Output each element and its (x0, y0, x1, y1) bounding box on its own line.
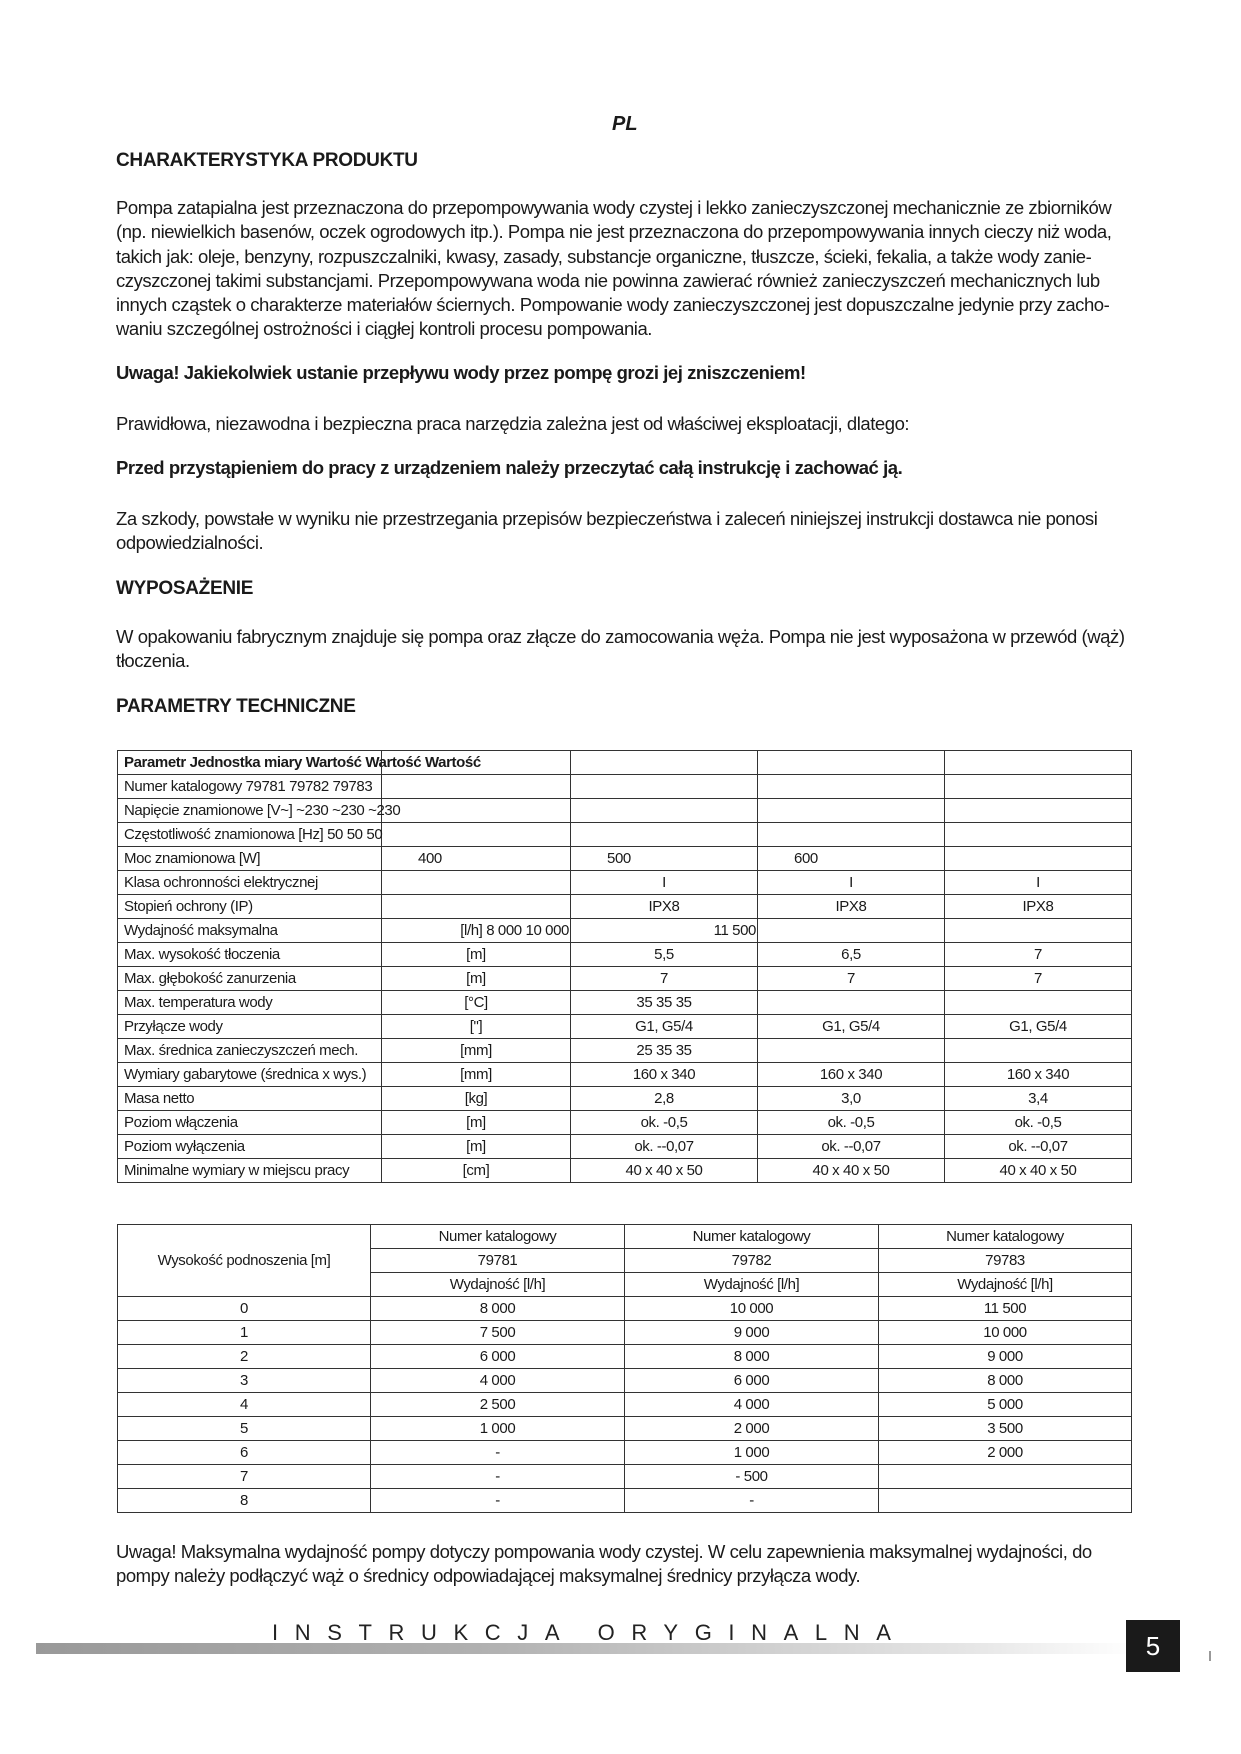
parameter-value: IPX8 (758, 895, 945, 919)
flow-label: Wydajność [l/h] (625, 1273, 879, 1297)
flow-value: 4 000 (625, 1393, 879, 1417)
table-row (118, 1369, 1132, 1393)
parameter-name: Poziom wyłączenia (118, 1135, 382, 1159)
lift-height: 6 (118, 1441, 371, 1465)
flow-value: 6 000 (371, 1345, 625, 1369)
lift-height: 7 (118, 1465, 371, 1489)
flow-value: 5 000 (879, 1393, 1132, 1417)
technical-parameters-table (117, 750, 1132, 1183)
parameter-value: I (758, 871, 945, 895)
flow-rate-table (117, 1224, 1132, 1513)
parameter-unit (382, 871, 571, 895)
parameter-unit: [mm] (382, 1039, 571, 1063)
table-row (118, 1297, 1132, 1321)
parameter-unit: [m] (382, 943, 571, 967)
parameter-value (945, 919, 1132, 943)
lift-height: 2 (118, 1345, 371, 1369)
lift-height: 1 (118, 1321, 371, 1345)
parameter-name: Stopień ochrony (IP) (118, 895, 382, 919)
parameter-value (945, 775, 1132, 799)
parameter-value: 500 (571, 847, 758, 871)
parameter-unit: [l/h] 8 000 10 000 (382, 919, 571, 943)
table-row (118, 1135, 1132, 1159)
table-row (118, 871, 1132, 895)
footer-text: INSTRUKCJA ORYGINALNA (272, 1620, 908, 1645)
parameter-unit: [mm] (382, 1063, 571, 1087)
catalog-label: Numer katalogowy (371, 1225, 625, 1249)
parameter-value (758, 775, 945, 799)
table-row (118, 751, 1132, 775)
page-number: 5 (1126, 1620, 1180, 1672)
parameter-value: 40 x 40 x 50 (571, 1159, 758, 1183)
parameter-value: 3,0 (758, 1087, 945, 1111)
parameter-value: 7 (571, 967, 758, 991)
parameter-unit: [°C] (382, 991, 571, 1015)
table-row (118, 919, 1132, 943)
parameter-value: ok. --0,07 (758, 1135, 945, 1159)
table-row (118, 1489, 1132, 1513)
table-row (118, 1039, 1132, 1063)
parameter-unit (382, 895, 571, 919)
flow-value (879, 1489, 1132, 1513)
flow-value (879, 1465, 1132, 1489)
parameter-value (571, 823, 758, 847)
parameter-value (758, 1039, 945, 1063)
flow-value: - (371, 1489, 625, 1513)
parameter-name: Max. średnica zanieczyszczeń mech. (118, 1039, 382, 1063)
parameter-value: ok. -0,5 (571, 1111, 758, 1135)
catalog-label: Numer katalogowy (625, 1225, 879, 1249)
parameter-name: Klasa ochronności elektrycznej (118, 871, 382, 895)
parameter-value (758, 991, 945, 1015)
flow-value: 2 000 (879, 1441, 1132, 1465)
parameter-value: I (945, 871, 1132, 895)
parameter-value (758, 919, 945, 943)
flow-value: 7 500 (371, 1321, 625, 1345)
parameter-value (945, 823, 1132, 847)
parameter-value (758, 751, 945, 775)
parameter-unit: [m] (382, 967, 571, 991)
parameter-value: ok. -0,5 (945, 1111, 1132, 1135)
table-row (118, 943, 1132, 967)
operation-paragraph: Prawidłowa, niezawodna i bezpieczna praca narzędzia zależna jest od właściwej eksploatacji, dlatego: (116, 413, 910, 434)
parameter-name: Parametr Jednostka miary Wartość Wartość Wartość (118, 751, 382, 775)
parameter-name: Przyłącze wody (118, 1015, 382, 1039)
parameter-value: 5,5 (571, 943, 758, 967)
lift-height: 8 (118, 1489, 371, 1513)
table-row (118, 1417, 1132, 1441)
liability-paragraph: Za szkody, powstałe w wyniku nie przestrzegania przepisów bezpieczeństwa i zaleceń niniejszej instrukcji dostawca nie ponosi odpowiedzialności. (116, 508, 1098, 554)
parameter-name: Poziom włączenia (118, 1111, 382, 1135)
parameter-value: 11 500 (571, 919, 758, 943)
parameter-value: ok. -0,5 (758, 1111, 945, 1135)
lift-height: 3 (118, 1369, 371, 1393)
parameter-value: 3,4 (945, 1087, 1132, 1111)
lift-height: 5 (118, 1417, 371, 1441)
parameter-value: 7 (945, 967, 1132, 991)
parameter-name: Numer katalogowy 79781 79782 79783 (118, 775, 382, 799)
parameter-value: I (571, 871, 758, 895)
parameter-unit: [m] (382, 1135, 571, 1159)
parameter-name: Masa netto (118, 1087, 382, 1111)
flow-label: Wydajność [l/h] (879, 1273, 1132, 1297)
lift-height: 0 (118, 1297, 371, 1321)
flow-value: 8 000 (371, 1297, 625, 1321)
table-row (118, 1441, 1132, 1465)
parameter-name: Max. wysokość tłoczenia (118, 943, 382, 967)
flow-value: - (371, 1441, 625, 1465)
equipment-paragraph: W opakowaniu fabrycznym znajduje się pompa oraz złącze do zamocowania węża. Pompa nie jest wyposażona w przewód (wąż) tłoczenia. (116, 626, 1125, 672)
parameter-value: 600 (758, 847, 945, 871)
catalog-label: Numer katalogowy (879, 1225, 1132, 1249)
parameter-value (945, 991, 1132, 1015)
parameter-value: 35 35 35 (571, 991, 758, 1015)
model-number: 79782 (625, 1249, 879, 1273)
parameter-value (945, 751, 1132, 775)
section-title-equipment: WYPOSAŻENIE (116, 578, 254, 599)
parameter-value (945, 847, 1132, 871)
section-title-parameters: PARAMETRY TECHNICZNE (116, 696, 356, 717)
table-row (118, 799, 1132, 823)
parameter-value (945, 799, 1132, 823)
parameter-value: 7 (945, 943, 1132, 967)
parameter-unit: [cm] (382, 1159, 571, 1183)
flow-value: 9 000 (625, 1321, 879, 1345)
flow-value: 1 000 (371, 1417, 625, 1441)
section-title-characteristics: CHARAKTERYSTYKA PRODUKTU (116, 150, 418, 171)
parameter-value: 6,5 (758, 943, 945, 967)
table-row (118, 775, 1132, 799)
flow-value: 1 000 (625, 1441, 879, 1465)
parameter-name: Max. temperatura wody (118, 991, 382, 1015)
flow-value: 2 500 (371, 1393, 625, 1417)
table-row (118, 847, 1132, 871)
table-header-row (118, 1225, 1132, 1249)
parameter-value: G1, G5/4 (571, 1015, 758, 1039)
parameter-value: ok. --0,07 (945, 1135, 1132, 1159)
parameter-value (945, 1039, 1132, 1063)
parameter-value: 2,8 (571, 1087, 758, 1111)
flow-value: - (371, 1465, 625, 1489)
flow-value: 2 000 (625, 1417, 879, 1441)
table-row (118, 1015, 1132, 1039)
table-row (118, 991, 1132, 1015)
table-row (118, 895, 1132, 919)
parameter-value: IPX8 (571, 895, 758, 919)
parameter-name: Wydajność maksymalna (118, 919, 382, 943)
flow-label: Wydajność [l/h] (371, 1273, 625, 1297)
table-row (118, 967, 1132, 991)
parameter-value: ok. --0,07 (571, 1135, 758, 1159)
parameter-value: 40 x 40 x 50 (758, 1159, 945, 1183)
flow-value: 4 000 (371, 1369, 625, 1393)
footer-tick (1209, 1651, 1211, 1661)
warning-read-manual: Przed przystąpieniem do pracy z urządzeniem należy przeczytać całą instrukcję i zachować ją. (116, 457, 903, 478)
parameter-unit: 400 (382, 847, 571, 871)
flow-value: - (625, 1489, 879, 1513)
parameter-value (571, 799, 758, 823)
parameter-name: Moc znamionowa [W] (118, 847, 382, 871)
flow-value: - 500 (625, 1465, 879, 1489)
parameter-name: Max. głębokość zanurzenia (118, 967, 382, 991)
flow-value: 8 000 (879, 1369, 1132, 1393)
parameter-value (758, 799, 945, 823)
parameter-value: 160 x 340 (945, 1063, 1132, 1087)
parameter-value (758, 823, 945, 847)
parameter-name: Wymiary gabarytowe (średnica x wys.) (118, 1063, 382, 1087)
table-row (118, 1159, 1132, 1183)
parameter-unit: ["] (382, 1015, 571, 1039)
parameter-value: 25 35 35 (571, 1039, 758, 1063)
flow-value: 10 000 (879, 1321, 1132, 1345)
parameter-unit (382, 799, 571, 823)
table-row (118, 1393, 1132, 1417)
table-row (118, 1111, 1132, 1135)
parameter-value: 160 x 340 (571, 1063, 758, 1087)
parameter-value: G1, G5/4 (945, 1015, 1132, 1039)
flow-value: 6 000 (625, 1369, 879, 1393)
flow-value: 3 500 (879, 1417, 1132, 1441)
parameter-unit: [m] (382, 1111, 571, 1135)
parameter-name: Częstotliwość znamionowa [Hz] 50 50 50 (118, 823, 382, 847)
characteristics-paragraph: Pompa zatapialna jest przeznaczona do przepompowywania wody czystej i lekko zanieczyszczonej mechanicznie ze zbiorników (np. niewielkich basenów, oczek ogrodowych itp.). Pompa nie jest przeznaczona do przepompowywania innych cieczy niż woda, takich jak: oleje, benzyny, rozpuszczalniki, kwasy, zasady, substancje organiczne, tłuszcze, ścieki, fekalia, a także wody zanie-czyszczonej takimi substancjami. Przepompowywana woda nie powinna zawierać również zanieczyszczeń mechanicznych lub innych cząstek o charakterze materiałów ściernych. Pompowanie wody zanieczyszczonej jest dopuszczalne jedynie przy zacho-waniu szczególnej ostrożności i ciągłej kontroli procesu pompowania. (116, 197, 1112, 340)
parameter-value: IPX8 (945, 895, 1132, 919)
max-flow-note: Uwaga! Maksymalna wydajność pompy dotyczy pompowania wody czystej. W celu zapewnienia maksymalnej wydajności, do pompy należy podłączyć wąż o średnicy odpowiadającej maksymalnej średnicy przyłącza wody. (116, 1541, 1092, 1587)
table-row (118, 1345, 1132, 1369)
parameter-value: 7 (758, 967, 945, 991)
flow-value: 10 000 (625, 1297, 879, 1321)
lift-height-header: Wysokość podnoszenia [m] (118, 1225, 371, 1297)
flow-value: 9 000 (879, 1345, 1132, 1369)
parameter-value: G1, G5/4 (758, 1015, 945, 1039)
table-row (118, 1465, 1132, 1489)
parameter-name: Minimalne wymiary w miejscu pracy (118, 1159, 382, 1183)
parameter-value (571, 751, 758, 775)
parameter-name: Napięcie znamionowe [V~] ~230 ~230 ~230 (118, 799, 382, 823)
parameter-value: 160 x 340 (758, 1063, 945, 1087)
lift-height: 4 (118, 1393, 371, 1417)
table-row (118, 1063, 1132, 1087)
flow-value: 8 000 (625, 1345, 879, 1369)
parameter-value: 40 x 40 x 50 (945, 1159, 1132, 1183)
parameter-unit (382, 823, 571, 847)
flow-value: 11 500 (879, 1297, 1132, 1321)
warning-flow: Uwaga! Jakiekolwiek ustanie przepływu wody przez pompę grozi jej zniszczeniem! (116, 362, 806, 383)
parameter-unit (382, 775, 571, 799)
table-row (118, 1321, 1132, 1345)
table-row (118, 1087, 1132, 1111)
parameter-unit: [kg] (382, 1087, 571, 1111)
parameter-value (571, 775, 758, 799)
table-row (118, 823, 1132, 847)
model-number: 79783 (879, 1249, 1132, 1273)
language-code: PL (612, 113, 638, 135)
model-number: 79781 (371, 1249, 625, 1273)
